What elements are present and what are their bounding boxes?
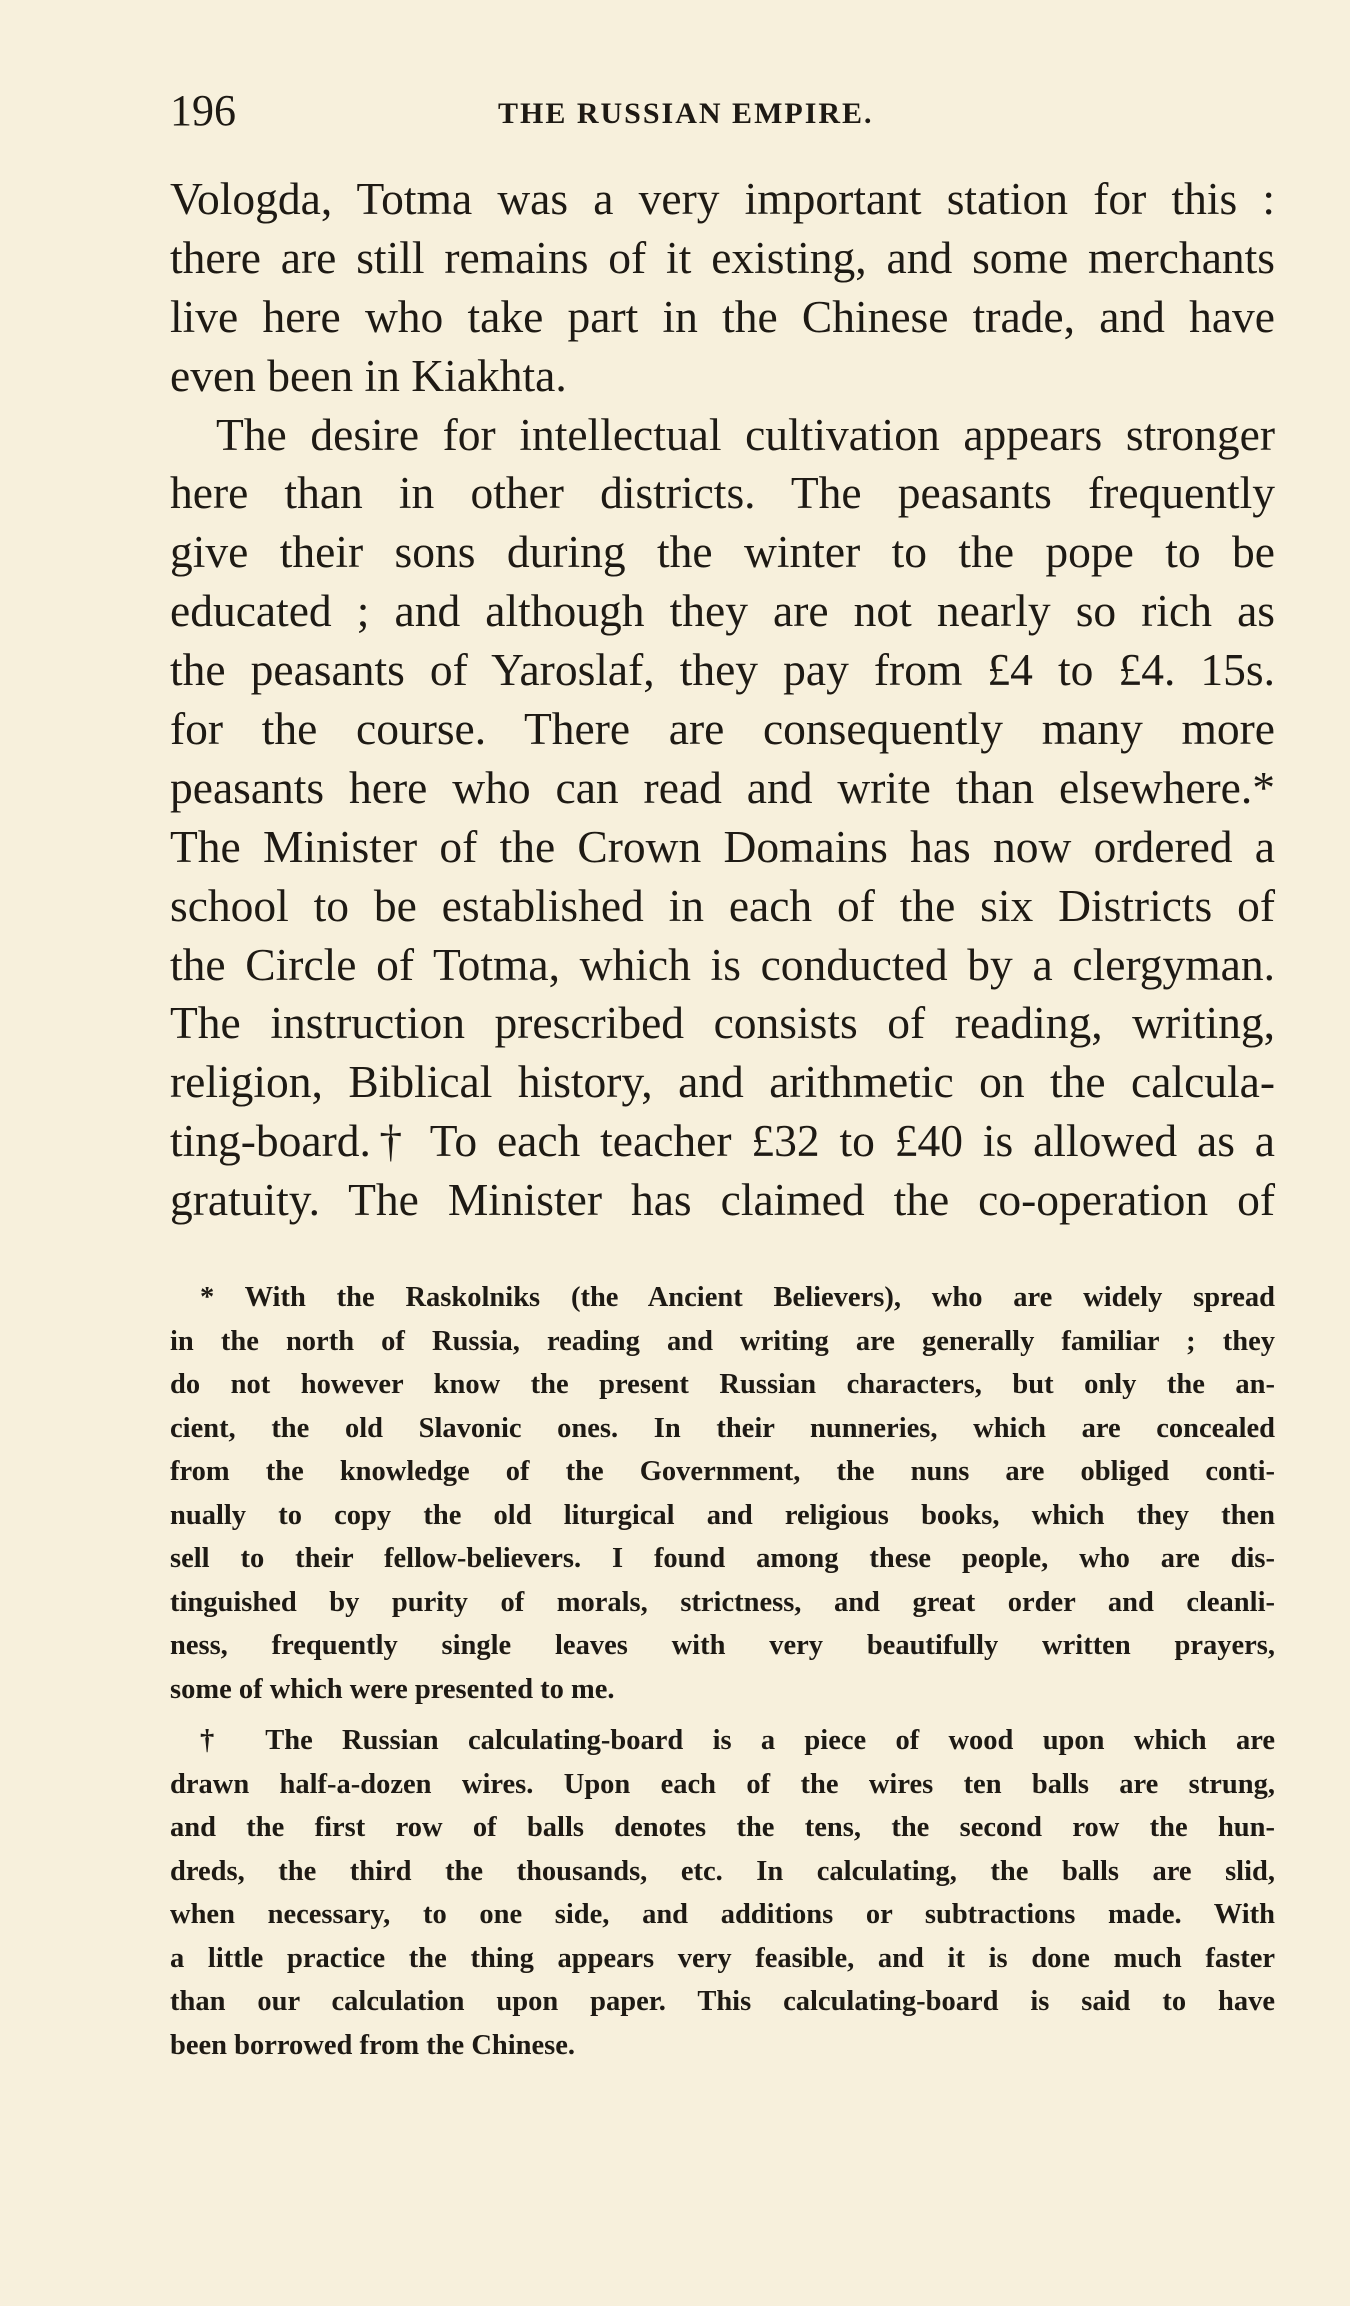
footnote-line: in the north of Russia, reading and writing are generally familiar ; they: [170, 1325, 1275, 1357]
running-head: [170, 86, 1275, 136]
body-line: educated ; and although they are not nearly so rich as: [170, 585, 1275, 637]
footnote-line: dreds, the third the thousands, etc. In calculating, the balls are slid,: [170, 1855, 1275, 1887]
footnote-line: * With the Raskolniks (the Ancient Believers), who are widely spread: [200, 1282, 1275, 1313]
footnote-line: drawn half-a-dozen wires. Upon each of the wires ten balls are strung,: [170, 1768, 1275, 1800]
footnote-line: been borrowed from the Chinese.: [170, 2029, 576, 2061]
page-number: 196: [170, 86, 236, 135]
body-line: there are still remains of it existing, and some merchants: [170, 231, 1275, 283]
body-line: here than in other districts. The peasants frequently: [170, 467, 1275, 519]
footnote-line: from the knowledge of the Government, the nuns are obliged conti-: [170, 1456, 1275, 1487]
body-line: religion, Biblical history, and arithmetic on the calcula-: [170, 1056, 1275, 1108]
body-line: the peasants of Yaroslaf, they pay from £4 to £4. 15s.: [170, 644, 1275, 696]
body-line: give their sons during the winter to the pope to be: [170, 526, 1275, 578]
footnotes: [170, 1276, 1275, 2067]
body-line: even been in Kiakhta.: [170, 349, 567, 401]
body-text: [170, 170, 1275, 1230]
footnote-line: than our calculation upon paper. This calculating-board is said to have: [170, 1986, 1275, 2017]
footnote-line: ness, frequently single leaves with very beautifully written prayers,: [170, 1630, 1275, 1661]
footnote-line: tinguished by purity of morals, strictness, and great order and cleanli-: [170, 1586, 1275, 1618]
footnote-line: sell to their fellow-believers. I found among these people, who are dis-: [170, 1543, 1275, 1574]
body-line: gratuity. The Minister has claimed the co-operation of: [170, 1174, 1275, 1226]
body-line: live here who take part in the Chinese trade, and have: [170, 290, 1275, 342]
footnote-line: † The Russian calculating-board is a piece of wood upon which are: [200, 1725, 1275, 1756]
footnote-spacer: [170, 1711, 1275, 1719]
body-line: The Minister of the Crown Domains has now ordered a: [170, 820, 1275, 872]
body-line: Vologda, Totma was a very important station for this :: [170, 173, 1275, 224]
footnote-line: and the first row of balls denotes the tens, the second row the hun-: [170, 1812, 1275, 1843]
footnote-line: do not however know the present Russian characters, but only the an-: [170, 1369, 1275, 1400]
body-line: for the course. There are consequently many more: [170, 703, 1275, 755]
body-line: the Circle of Totma, which is conducted by a clergyman.: [170, 938, 1275, 990]
body-line: school to be established in each of the six Districts of: [170, 879, 1275, 931]
footnote-line: nually to copy the old liturgical and religious books, which they then: [170, 1499, 1275, 1531]
body-line: The desire for intellectual cultivation appears stronger: [216, 408, 1275, 460]
running-title: THE RUSSIAN EMPIRE.: [498, 97, 874, 130]
footnote-line: some of which were presented to me.: [170, 1673, 615, 1705]
body-line: peasants here who can read and write than elsewhere.*: [170, 761, 1275, 813]
footnote-calculating-board: [170, 1719, 1275, 2067]
footnote-raskolniks: [170, 1276, 1275, 1711]
body-line: The instruction prescribed consists of reading, writing,: [170, 997, 1275, 1049]
footnote-line: when necessary, to one side, and additions or subtractions made. With: [170, 1899, 1275, 1930]
footnote-line: a little practice the thing appears very feasible, and it is done much faster: [170, 1942, 1275, 1974]
body-line: ting-board.† To each teacher £32 to £40 is allowed as a: [170, 1115, 1275, 1167]
footnote-line: cient, the old Slavonic ones. In their nunneries, which are concealed: [170, 1412, 1275, 1444]
